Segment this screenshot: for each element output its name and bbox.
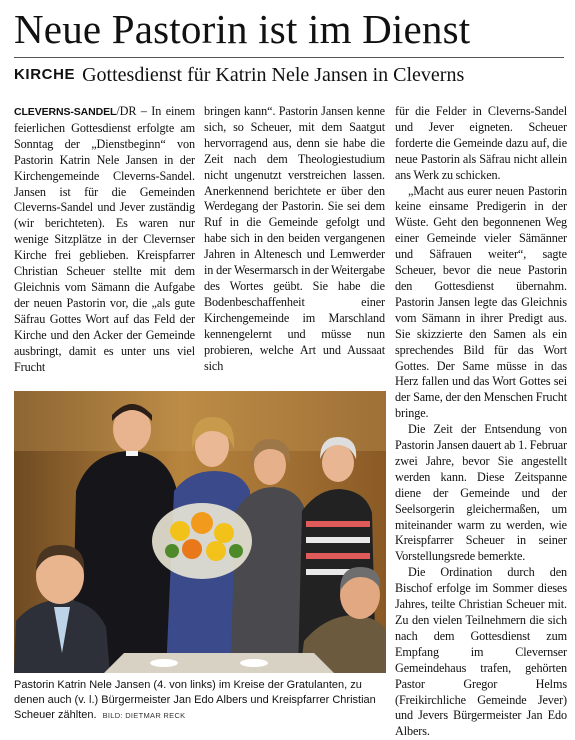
dateline: CLEVERNS-SANDEL <box>14 106 117 118</box>
article-column-3 <box>395 104 567 740</box>
article-column-2 <box>204 104 385 374</box>
paragraph: Die Zeit der Entsendung von Pastorin Jansen dauert ab 1. Februar zwei Jahre, bevor Sie angestellt werden kann. Diese Zeitspanne diene der Gemeinde und der Seelsorgerin gleichermaßen, um miteinander warm zu werden, wie Kreispfarrer Scheuer in seiner Vorstellungsrede bemerkte. <box>395 422 567 564</box>
photo-caption <box>14 678 386 723</box>
article-column-1 <box>14 104 195 375</box>
headline-rule <box>14 57 564 58</box>
paragraph-text: In einem feierlichen Gottesdienst erfolgte am Sonntag der „Dienstbeginn“ von Pastorin Katrin Nele Jansen in der Kirchengemeinde Cleverns-Sandel. Jansen ist für die Gemeinden Cleverns-Sandel und Jever zuständig (wir berichteten). Es waren nur wenige Sitzplätze in der Clevernser Kirche frei geblieben. Kreispfarrer Christian Scheuer stellte mit dem Gleichnis vom Sämann die Aufgabe der neuen Pastorin vor, die „als gute Säfrau Gottes Wort auf das Feld der Kirche und den Acker der Gemeinde ausbringt, damit es unter uns viel Frucht <box>14 104 195 374</box>
kicker: KIRCHE <box>14 66 76 83</box>
paragraph: bringen kann“. Pastorin Jansen kenne sich, so Scheuer, mit dem Saatgut hervorragend aus, denn sie habe die Zeit nach dem Theologiestudium nicht ungenutzt verstreichen lassen. Anerkennend berichtete er über den Werdegang der Pastorin. Sie sei dem Ruf in die Gemeinde gefolgt und habe sich in den beiden vergangenen Jahren in Altenesch und Lemwerder in der Wesermarsch in der Weitergabe des Wortes geübt. Sie habe die Bodenbeschaffenheit einer Kirchengemeinde im Marschland kennengelernt und müsse nun probieren, welche Art und Aussaat sich <box>204 104 385 373</box>
photo-credit: BILD: DIETMAR RECK <box>102 711 186 720</box>
dateline-suffix: /DR – <box>116 104 152 118</box>
paragraph: für die Felder in Cleverns-Sandel und Jever eigneten. Scheuer forderte die Gemeinde dazu auf, die neue Pastorin als Säfrau nicht allein ans Werk zu schicken. <box>395 104 567 182</box>
group-photo-illustration <box>14 391 386 673</box>
subline <box>14 64 569 87</box>
paragraph <box>14 104 195 375</box>
paragraph: Die Ordination durch den Bischof erfolge im Sommer dieses Jahres, teilte Christian Scheuer mit. Zu den vielen Teilnehmern die sich nach dem Gottesdienst zum Empfang im Clevernser Gemeindehaus trafen, gehörten Pastor Gregor Helms (Freikirchliche Gemeinde Jever) und Jevers Bürgermeister Jan Edo Albers. <box>395 565 567 739</box>
headline: Neue Pastorin ist im Dienst <box>14 6 471 52</box>
group-photo <box>14 391 386 673</box>
caption-text: Pastorin Katrin Nele Jansen (4. von links) im Kreise der Gratulanten, zu denen auch (v. l.) Bürgermeister Jan Edo Albers und Kreispfarrer Christian Scheuer zählten. <box>14 679 376 721</box>
paragraph: „Macht aus eurer neuen Pastorin keine einsame Predigerin in der Wüste. Geht den begonnenen Weg einer Gemeinde vieler Sämänner und Säfrauen weiter“, sagte Scheuer, bevor die neue Pastorin den Gottesdienst übernahm. Pastorin Jansen legte das Gleichnis vom Sämann in ihrer Predigt aus. Sie skizzierte den Samen als ein sprechendes Bild für das Wort Gottes. Der Same müsse in das Herz fallen und das Wort Gottes sei der Same, der den Menschen Frucht bringe. <box>395 183 567 421</box>
subheadline: Gottesdienst für Katrin Nele Jansen in Cleverns <box>82 64 465 86</box>
